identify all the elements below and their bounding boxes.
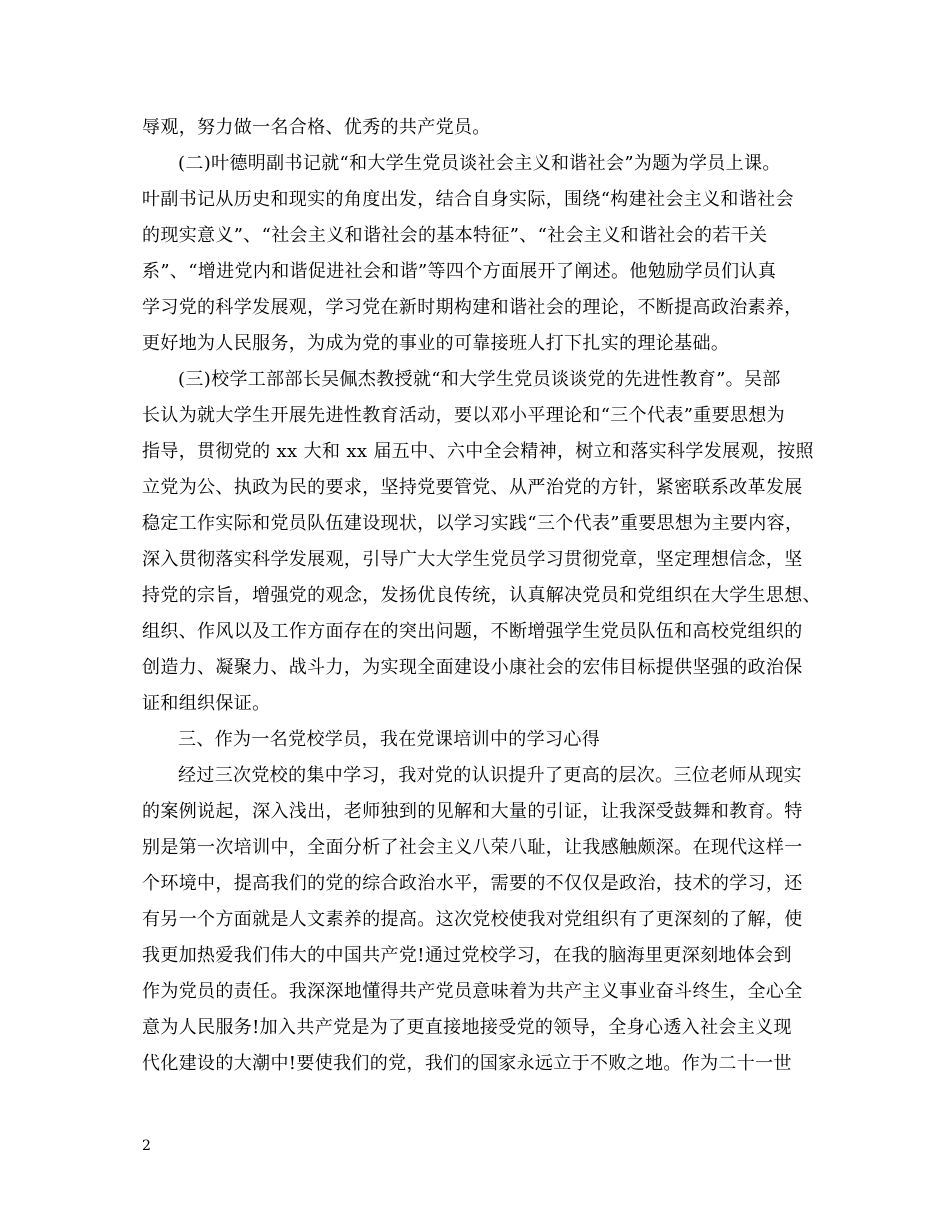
text-line: 意为人民服务!加入共产党是为了更直接地接受党的领导，全身心透入社会主义现 [142, 1017, 792, 1038]
text-line: 代化建设的大潮中!要使我们的党，我们的国家永远立于不败之地。作为二十一世 [142, 1053, 792, 1074]
text-line: (二)叶德明副书记就“和大学生党员谈社会主义和谐社会”为题为学员上课。 [178, 153, 781, 174]
text-line: 证和组织保证。 [142, 693, 271, 714]
text-line: 系”、“增进党内和谐促进社会和谐”等四个方面展开了阐述。他勉励学员们认真 [142, 261, 777, 282]
text-line: 有另一个方面就是人文素养的提高。这次党校使我对党组织有了更深刻的了解，使 [142, 909, 803, 930]
page-number: 2 [142, 1138, 151, 1154]
text-line: 更好地为人民服务，为成为党的事业的可靠接班人打下扎实的理论基础。 [142, 333, 730, 354]
text-line: 的现实意义”、“社会主义和谐社会的基本特征”、“社会主义和谐社会的若干关 [142, 225, 768, 246]
text-line: 经过三次党校的集中学习，我对党的认识提升了更高的层次。三位老师从现实 [178, 765, 802, 786]
section-heading: 三、作为一名党校学员，我在党课培训中的学习心得 [178, 729, 601, 750]
text-line: 长认为就大学生开展先进性教育活动，要以邓小平理论和“三个代表”重要思想为 [142, 405, 786, 426]
text-line: 辱观，努力做一名合格、优秀的共产党员。 [142, 117, 491, 138]
text-line: 立党为公、执政为民的要求，坚持党要管党、从严治党的方针，紧密联系改革发展 [142, 477, 803, 498]
text-line: 指导，贯彻党的 xx 大和 xx 届五中、六中全会精神，树立和落实科学发展观，按照 [142, 441, 814, 462]
text-line: 持党的宗旨，增强党的观念，发扬优良传统，认真解决党员和党组织在大学生思想、 [142, 585, 821, 606]
text-line: 稳定工作实际和党员队伍建设现状，以学习实践“三个代表”重要思想为主要内容， [142, 513, 804, 534]
text-line: 作为党员的责任。我深深地懂得共产党员意味着为共产主义事业奋斗终生，全心全 [142, 981, 803, 1002]
text-line: 我更加热爱我们伟大的中国共产党!通过党校学习，在我的脑海里更深刻地体会到 [142, 945, 792, 966]
text-line: 别是第一次培训中，全面分析了社会主义八荣八耻，让我感触颇深。在现代这样一 [142, 837, 803, 858]
text-line: 创造力、凝聚力、战斗力，为实现全面建设小康社会的宏伟目标提供坚强的政治保 [142, 657, 803, 678]
text-line: 个环境中，提高我们的党的综合政治水平，需要的不仅仅是政治，技术的学习，还 [142, 873, 803, 894]
text-line: 学习党的科学发展观，学习党在新时期构建和谐社会的理论，不断提高政治素养， [142, 297, 803, 318]
text-line: 深入贯彻落实科学发展观，引导广大大学生党员学习贯彻党章，坚定理想信念，坚 [142, 549, 803, 570]
text-line: (三)校学工部部长吴佩杰教授就“和大学生党员谈谈党的先进性教育”。吴部 [178, 369, 781, 390]
text-line: 组织、作风以及工作方面存在的突出问题，不断增强学生党员队伍和高校党组织的 [142, 621, 803, 642]
text-line: 的案例说起，深入浅出，老师独到的见解和大量的引证，让我深受鼓舞和教育。特 [142, 801, 803, 822]
text-line: 叶副书记从历史和现实的角度出发，结合自身实际，围绕“构建社会主义和谐社会 [142, 189, 794, 210]
